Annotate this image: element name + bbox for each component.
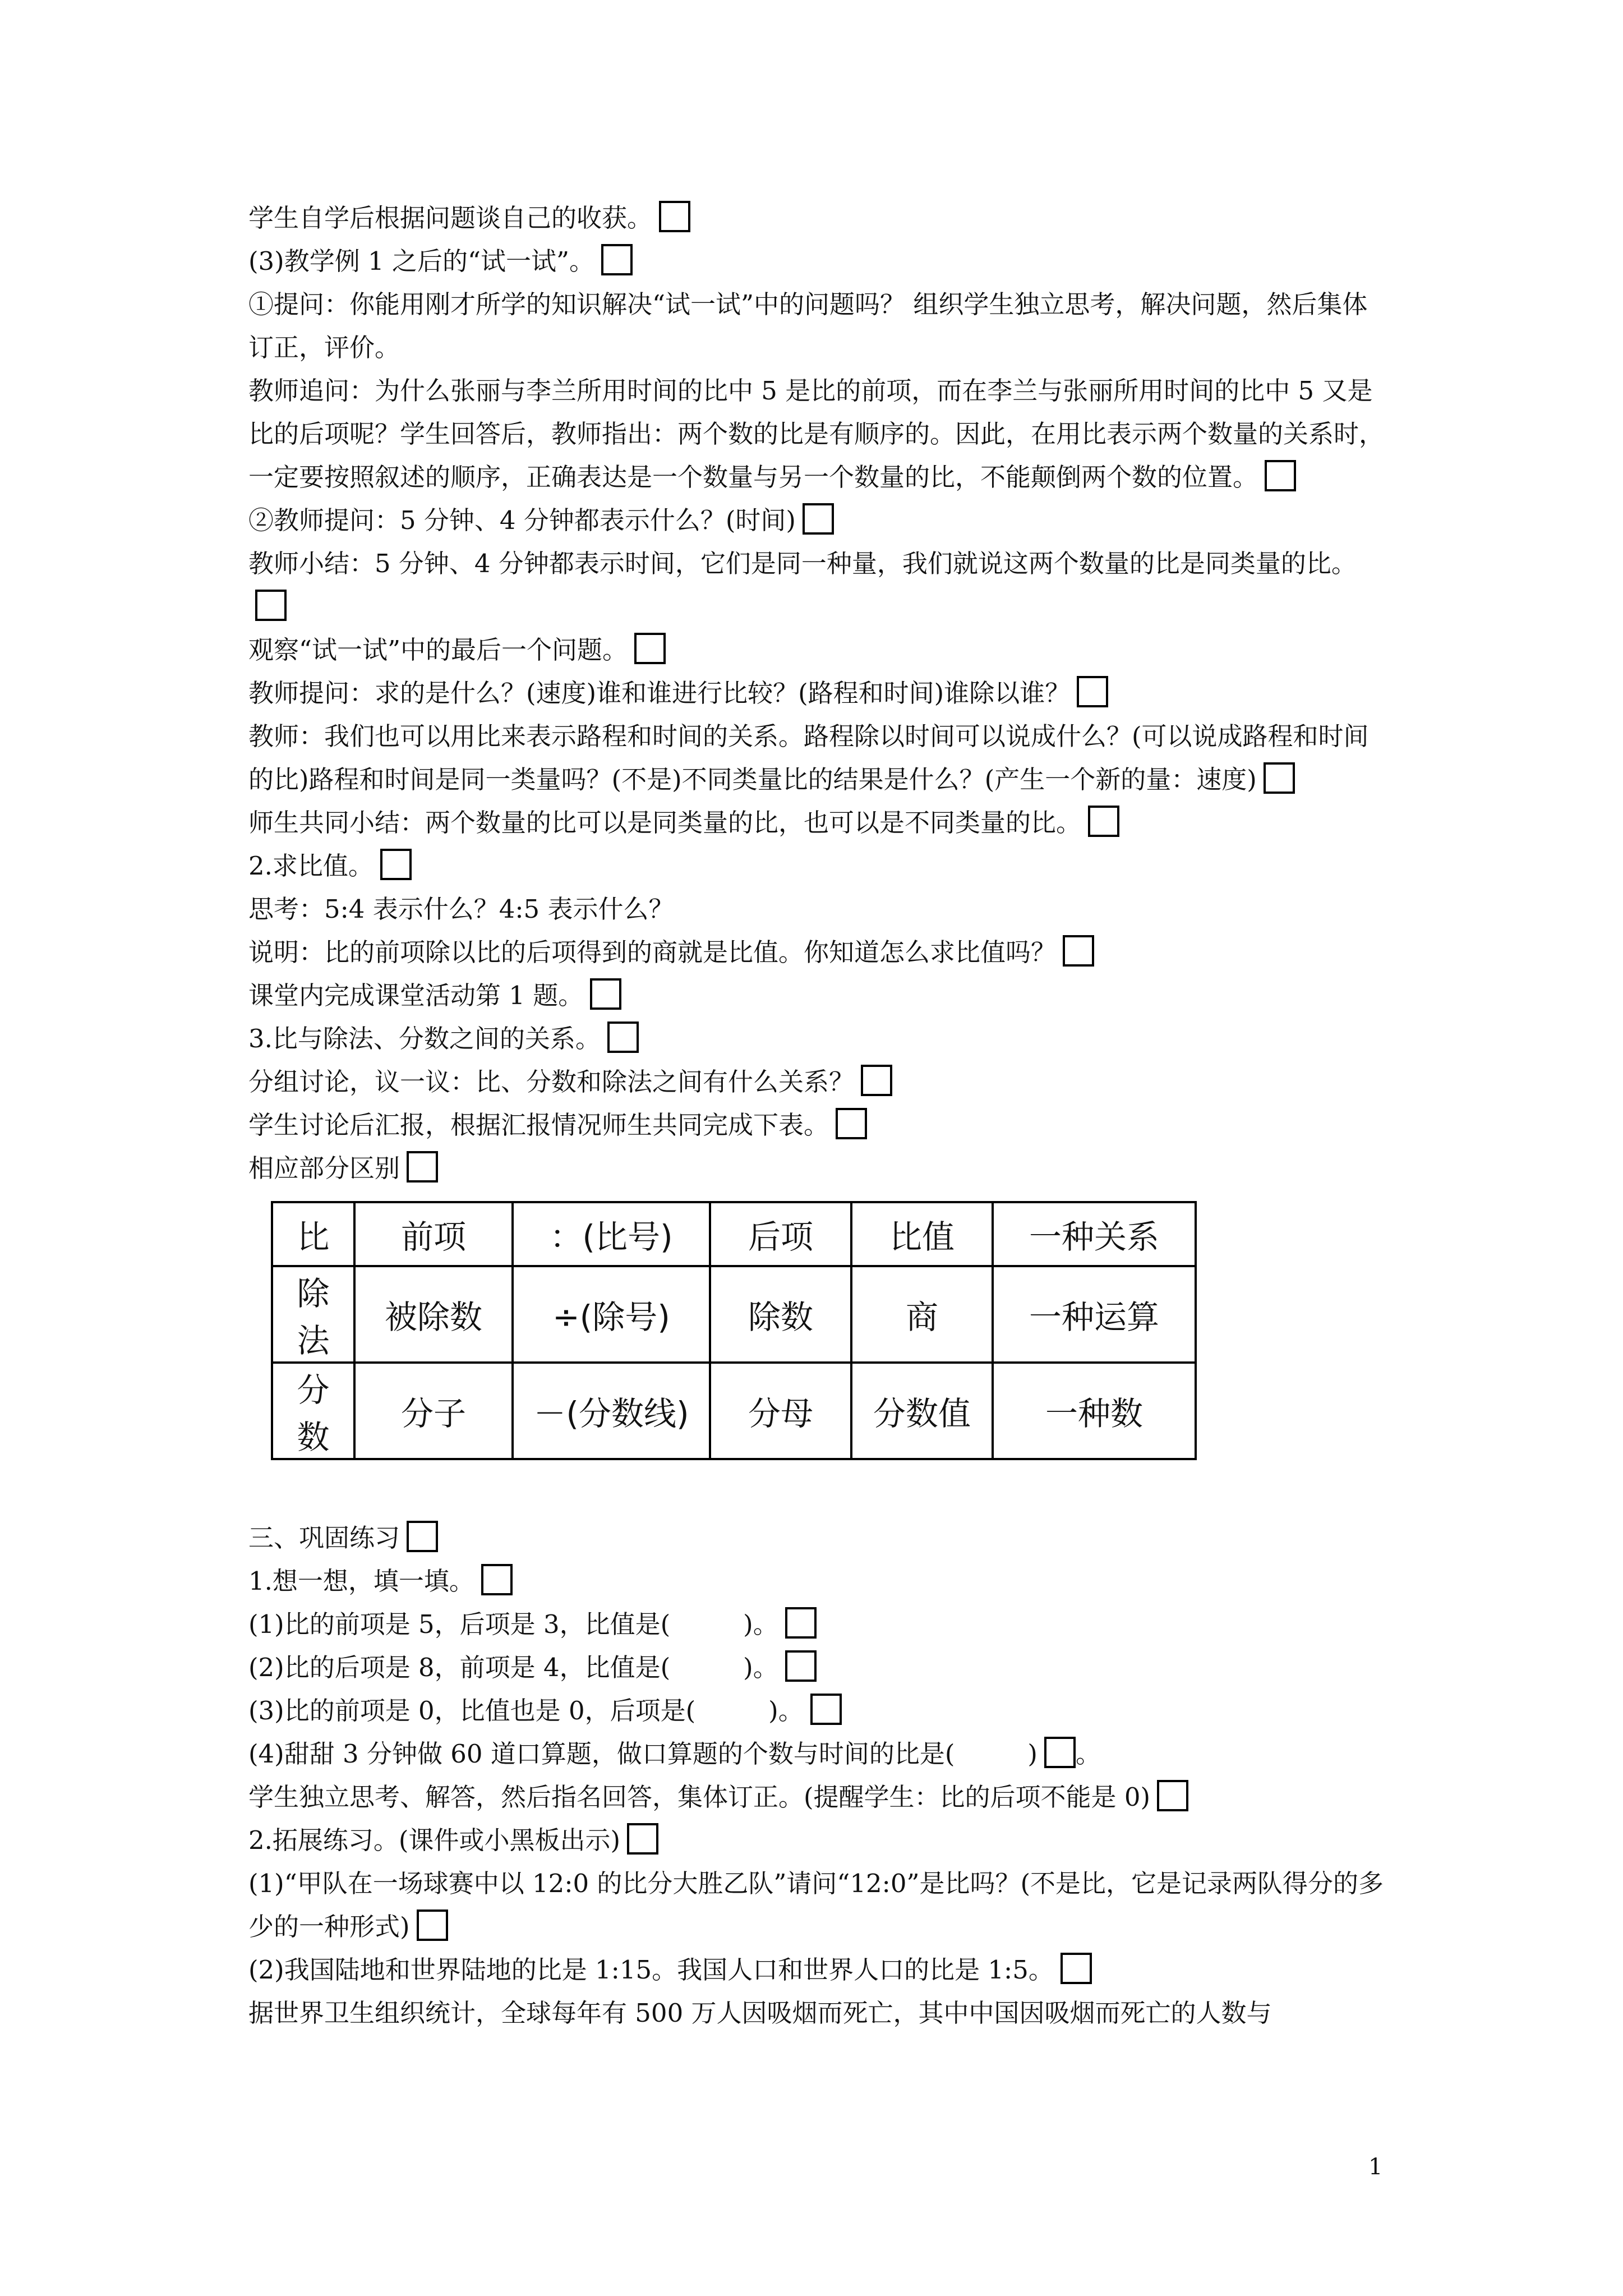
checkbox[interactable] [785, 1607, 817, 1639]
page-number: 1 [1368, 2154, 1383, 2180]
table-cell: ÷(除号) [513, 1266, 710, 1363]
text-line: 课堂内完成课堂活动第 1 题。 [248, 974, 1393, 1017]
table-cell: 后项 [710, 1202, 851, 1266]
checkbox[interactable] [836, 1108, 867, 1139]
checkbox[interactable] [255, 590, 287, 621]
checkbox[interactable] [1157, 1780, 1188, 1811]
table-cell: －(分数线) [513, 1363, 710, 1459]
table-row [272, 1266, 1196, 1363]
text-paragraph: ①提问：你能用刚才所学的知识解决“试一试”中的问题吗？ 组织学生独立思考，解决问题，然后集体订正，评价。 [248, 289, 1368, 362]
table-cell: 分母 [710, 1363, 851, 1459]
text-line: 1.想一想，填一填。 [248, 1559, 1393, 1603]
text-paragraph: 教师小结：5 分钟、4 分钟都表示时间，它们是同一种量，我们就说这两个数量的比是同类量的比。 [248, 542, 1393, 628]
table-cell: 商 [851, 1266, 993, 1363]
checkbox[interactable] [1044, 1737, 1076, 1768]
table-cell: 一种数 [993, 1363, 1196, 1459]
table-row [272, 1363, 1196, 1459]
table-cell: 前项 [354, 1202, 513, 1266]
table-cell: 分数 [272, 1363, 354, 1459]
text-line: (4)甜甜 3 分钟做 60 道口算题，做口算题的个数与时间的比是( ) 。 [248, 1732, 1393, 1775]
table-cell: 一种关系 [993, 1202, 1196, 1266]
checkbox[interactable] [1088, 806, 1119, 837]
checkbox[interactable] [1077, 676, 1108, 707]
text-paragraph: (1)“甲队在一场球赛中以 12:0 的比分大胜乙队”请问“12:0”是比吗？(不是比，它是记录两队得分的多少的一种形式) [248, 1869, 1384, 1941]
text-line: (3)教学例 1 之后的“试一试”。 [248, 240, 1393, 283]
table-cell: ：(比号) [513, 1202, 710, 1266]
table-cell: 被除数 [354, 1266, 513, 1363]
checkbox[interactable] [634, 633, 666, 664]
text-line: 分组讨论，议一议：比、分数和除法之间有什么关系？ [248, 1060, 1393, 1103]
text-line: 观察“试一试”中的最后一个问题。 [248, 628, 1393, 671]
text-line: 教师提问：求的是什么？(速度)谁和谁进行比较？(路程和时间)谁除以谁？ [248, 671, 1393, 715]
text-line: 2.求比值。 [248, 844, 1393, 887]
table-cell: 除法 [272, 1266, 354, 1363]
checkbox[interactable] [1063, 935, 1094, 967]
checkbox[interactable] [1265, 460, 1296, 491]
checkbox[interactable] [607, 1022, 639, 1053]
checkbox[interactable] [407, 1151, 438, 1182]
table-cell: 除数 [710, 1266, 851, 1363]
text-line: (2)我国陆地和世界陆地的比是 1:15。我国人口和世界人口的比是 1:5。 [248, 1948, 1393, 1991]
checkbox[interactable] [380, 849, 412, 880]
checkbox[interactable] [810, 1694, 842, 1725]
text-line: (2)比的后项是 8，前项是 4，比值是( )。 [248, 1646, 1393, 1689]
checkbox[interactable] [659, 201, 690, 232]
page-content [248, 196, 1393, 2035]
table-cell: 分数值 [851, 1363, 993, 1459]
table-cell: 一种运算 [993, 1266, 1196, 1363]
text-line: (3)比的前项是 0，比值也是 0，后项是( )。 [248, 1689, 1393, 1732]
checkbox[interactable] [627, 1823, 658, 1855]
text-line: 说明：比的前项除以比的后项得到的商就是比值。你知道怎么求比值吗？ [248, 931, 1393, 974]
comparison-table [271, 1201, 1197, 1460]
table-cell: 分子 [354, 1363, 513, 1459]
checkbox[interactable] [803, 503, 834, 535]
text-line: 学生独立思考、解答，然后指名回答，集体订正。(提醒学生：比的后项不能是 0) [248, 1775, 1393, 1819]
text-line: ②教师提问：5 分钟、4 分钟都表示什么？(时间) [248, 499, 1393, 542]
text-paragraph: 教师：我们也可以用比来表示路程和时间的关系。路程除以时间可以说成什么？(可以说成路程和时间的比)路程和时间是同一类量吗？(不是)不同类量比的结果是什么？(产生一个新的量：速度) [248, 721, 1369, 794]
text-line: 2.拓展练习。(课件或小黑板出示) [248, 1819, 1393, 1862]
checkbox[interactable] [417, 1910, 448, 1941]
text-line: 思考：5:4 表示什么？4:5 表示什么？ [248, 894, 674, 924]
section-heading: 三、巩固练习 [248, 1516, 1393, 1559]
checkbox[interactable] [601, 244, 633, 275]
table-cell: 比值 [851, 1202, 993, 1266]
table-cell: 比 [272, 1202, 354, 1266]
text-line: 3.比与除法、分数之间的关系。 [248, 1017, 1393, 1060]
table-row [272, 1202, 1196, 1266]
text-line: 学生自学后根据问题谈自己的收获。 [248, 196, 1393, 240]
checkbox[interactable] [407, 1521, 438, 1552]
checkbox[interactable] [481, 1564, 513, 1595]
checkbox[interactable] [1264, 762, 1295, 794]
text-line: (1)比的前项是 5，后项是 3，比值是( )。 [248, 1603, 1393, 1646]
checkbox[interactable] [590, 978, 621, 1010]
text-paragraph: 教师追问：为什么张丽与李兰所用时间的比中 5 是比的前项，而在李兰与张丽所用时间的比中 5 又是比的后项呢？学生回答后，教师指出：两个数的比是有顺序的。因此，在用比表示两个数量的关系时，一定要按照叙述的顺序，正确表达是一个数量与另一个数量的比，不能颠倒两个数的位置。 [248, 376, 1385, 492]
text-line: 学生讨论后汇报，根据汇报情况师生共同完成下表。 [248, 1103, 1393, 1147]
text-line: 师生共同小结：两个数量的比可以是同类量的比，也可以是不同类量的比。 [248, 801, 1393, 844]
checkbox[interactable] [785, 1650, 817, 1682]
text-line: 据世界卫生组织统计，全球每年有 500 万人因吸烟而死亡，其中中国因吸烟而死亡的人数与 [248, 1998, 1272, 2028]
checkbox[interactable] [861, 1065, 892, 1096]
text-line: 相应部分区别 [248, 1147, 1393, 1190]
checkbox[interactable] [1061, 1953, 1092, 1984]
